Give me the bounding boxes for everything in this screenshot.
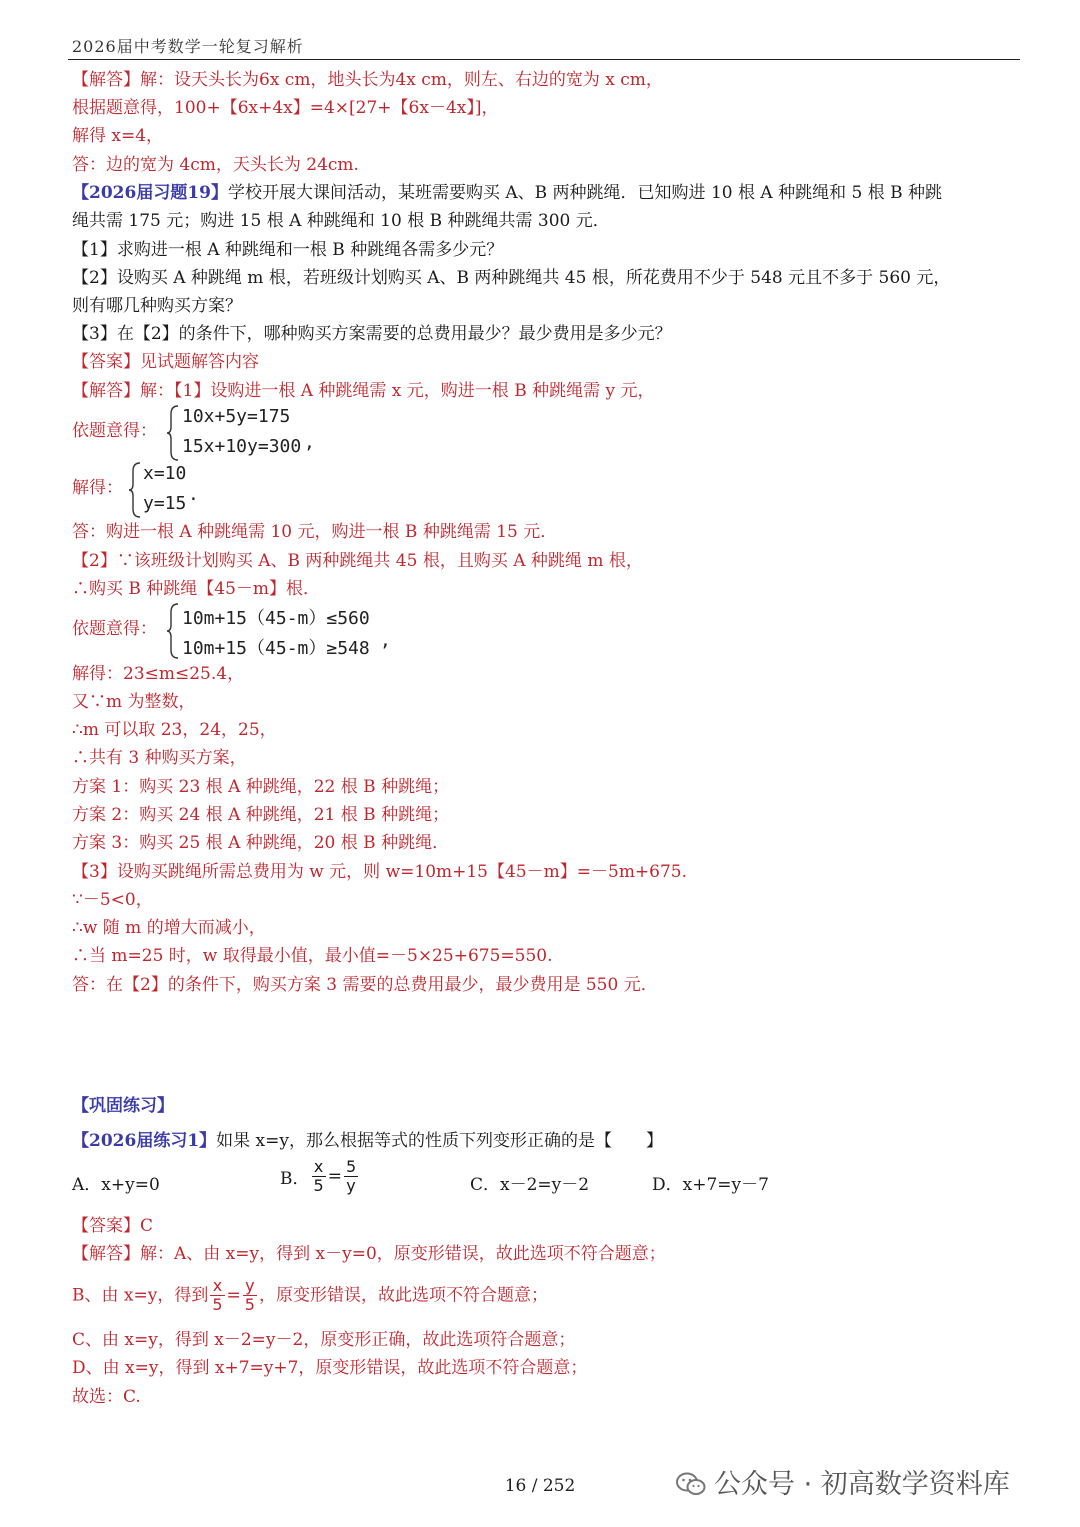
solution-answer-1: 答：购进一根 A 种跳绳需 10 元，购进一根 B 种跳绳需 15 元． (72, 522, 558, 542)
system-3-label: 依题意得： (72, 619, 157, 639)
option-b (280, 1158, 360, 1195)
option-a: A．x+y=0 (72, 1175, 160, 1195)
system-2-period: . (188, 484, 199, 505)
solution-b-right-numerator: y (243, 1277, 257, 1296)
practice-section-title: 【巩固练习】 (72, 1096, 174, 1116)
option-b-left-fraction (312, 1158, 326, 1195)
option-b-right-fraction (344, 1158, 358, 1195)
solution-step-2: 【2】∵该班级计划购买 A、B 两种跳绳共 45 根，且购买 A 种跳绳 m 根， (72, 551, 643, 571)
question-19-stem-text: 学校开展大课间活动，某班需要购买 A、B 两种跳绳．已知购进 10 根 A 种跳绳和 5 根 B 种跳 (227, 183, 943, 203)
system-1-equation-2: 15x+10y=300 (182, 436, 302, 457)
solution-step-6: ∴m 可以取 23，24，25， (72, 720, 277, 740)
prev-solution-line-3: 解得 x=4， (72, 126, 164, 146)
option-b-equals: = (327, 1166, 342, 1187)
option-b-right-numerator: 5 (345, 1157, 357, 1176)
system-1-comma: , (304, 432, 315, 453)
solution-b-prefix: B、由 x=y，得到 (72, 1285, 209, 1306)
option-b-right-denominator: y (346, 1176, 356, 1195)
solution-step-11: ∴当 m=25 时，w 取得最小值，最小值=－5×25+675=550. (72, 946, 553, 966)
system-2-solution-y: y=15 (143, 493, 187, 514)
question-19-answer: 【答案】见试题解答内容 (72, 352, 259, 372)
prev-solution-line-1: 【解答】解：设天头长为6x cm，地头长为4x cm，则左、右边的宽为 x cm， (72, 70, 663, 90)
option-b-left-denominator: 5 (313, 1176, 324, 1195)
solution-b-left-denominator: 5 (212, 1295, 223, 1314)
solution-b-right-fraction (243, 1277, 257, 1314)
system-3-comma: , (380, 630, 391, 651)
solution-b-suffix: ，原变形错误，故此选项不符合题意； (258, 1285, 548, 1306)
watermark (676, 1462, 1010, 1501)
solution-step-7: ∴共有 3 种购买方案， (72, 748, 247, 768)
practice-1-choice: 故选：C. (72, 1387, 141, 1407)
question-19-part-3: 【3】在【2】的条件下，哪种购买方案需要的总费用最少？最少费用是多少元？ (72, 324, 672, 344)
plan-1: 方案 1：购买 23 根 A 种跳绳，22 根 B 种跳绳； (72, 777, 450, 797)
plan-2: 方案 2：购买 24 根 A 种跳绳，21 根 B 种跳绳； (72, 805, 450, 825)
practice-1-solution-c: C、由 x=y，得到 x－2=y－2，原变形正确，故此选项符合题意； (72, 1330, 576, 1350)
solution-step-9: ∵－5<0， (72, 890, 153, 910)
plan-3: 方案 3：购买 25 根 A 种跳绳，20 根 B 种跳绳． (72, 833, 450, 853)
solution-step-1: 【解答】解：【1】设购进一根 A 种跳绳需 x 元，购进一根 B 种跳绳需 y 元， (72, 381, 655, 401)
page-header-title: 2026届中考数学一轮复习解析 (72, 37, 304, 56)
option-b-label: B． (280, 1169, 310, 1189)
solution-step-8: 【3】设购买跳绳所需总费用为 w 元，则 w=10m+15【45－m】=－5m+675. (72, 862, 688, 882)
practice-1-title: 【2026届练习1】 (72, 1131, 217, 1151)
system-3-brace (166, 602, 180, 660)
question-19-stem-line-1 (72, 181, 942, 205)
practice-1-solution-a: 【解答】解：A、由 x=y，得到 x－y=0，原变形错误，故此选项不符合题意； (72, 1244, 666, 1264)
practice-1-stem-text: 如果 x=y，那么根据等式的性质下列变形正确的是【 】 (216, 1131, 663, 1151)
question-19-title: 【2026届习题19】 (72, 183, 228, 203)
watermark-text: 公众号 · 初高数学资料库 (714, 1469, 1010, 1500)
wechat-icon (676, 1471, 706, 1497)
system-1-brace (166, 404, 180, 462)
solution-step-5: 又∵m 为整数， (72, 692, 196, 712)
option-d: D．x+7=y－7 (652, 1175, 769, 1195)
question-19-part-1: 【1】求购进一根 A 种跳绳和一根 B 种跳绳各需多少元？ (72, 240, 504, 260)
system-2-solution-x: x=10 (143, 463, 187, 484)
system-2-brace (128, 461, 142, 519)
prev-solution-line-2: 根据题意得，100+【6x+4x】=4×[27+【6x－4x】]， (72, 98, 499, 118)
solution-step-10: ∴w 随 m 的增大而减小， (72, 918, 266, 938)
system-3-inequality-1: 10m+15（45-m）≤560 (182, 608, 370, 629)
option-c: C．x－2=y－2 (470, 1175, 590, 1195)
question-19-part-2-line-2: 则有哪几种购买方案？ (72, 296, 242, 316)
question-19-stem-line-2: 绳共需 175 元；购进 15 根 A 种跳绳和 10 根 B 种跳绳共需 300 元． (72, 211, 610, 231)
option-b-left-numerator: x (312, 1158, 326, 1177)
system-3-inequality-2: 10m+15（45-m）≥548 (182, 638, 370, 659)
practice-1-answer: 【答案】C (72, 1216, 154, 1236)
system-1-equation-1: 10x+5y=175 (182, 406, 291, 427)
question-19-part-2-line-1: 【2】设购买 A 种跳绳 m 根，若班级计划购买 A、B 两种跳绳共 45 根，所花费用不少于 548 元且不多于 560 元， (72, 268, 951, 288)
practice-1-stem (72, 1129, 663, 1153)
solution-b-right-denominator: 5 (244, 1295, 255, 1314)
solution-b-left-fraction (210, 1277, 224, 1314)
solution-step-3: ∴购买 B 种跳绳【45－m】根． (72, 579, 321, 599)
header-divider (68, 59, 1020, 60)
prev-solution-answer: 答：边的宽为 4cm，天头长为 24cm. (72, 155, 359, 175)
solution-b-left-numerator: x (210, 1277, 224, 1296)
solution-step-4: 解得：23≤m≤25.4， (72, 664, 245, 684)
page-number: 16 / 252 (504, 1476, 576, 1496)
practice-1-solution-d: D、由 x=y，得到 x+7=y+7，原变形错误，故此选项不符合题意； (72, 1358, 588, 1378)
system-1-label: 依题意得： (72, 421, 157, 441)
practice-1-solution-b (72, 1276, 548, 1315)
solution-final-answer: 答：在【2】的条件下，购买方案 3 需要的总费用最少，最少费用是 550 元． (72, 975, 658, 995)
system-2-label: 解得： (72, 478, 123, 498)
solution-b-equals: = (226, 1285, 241, 1306)
